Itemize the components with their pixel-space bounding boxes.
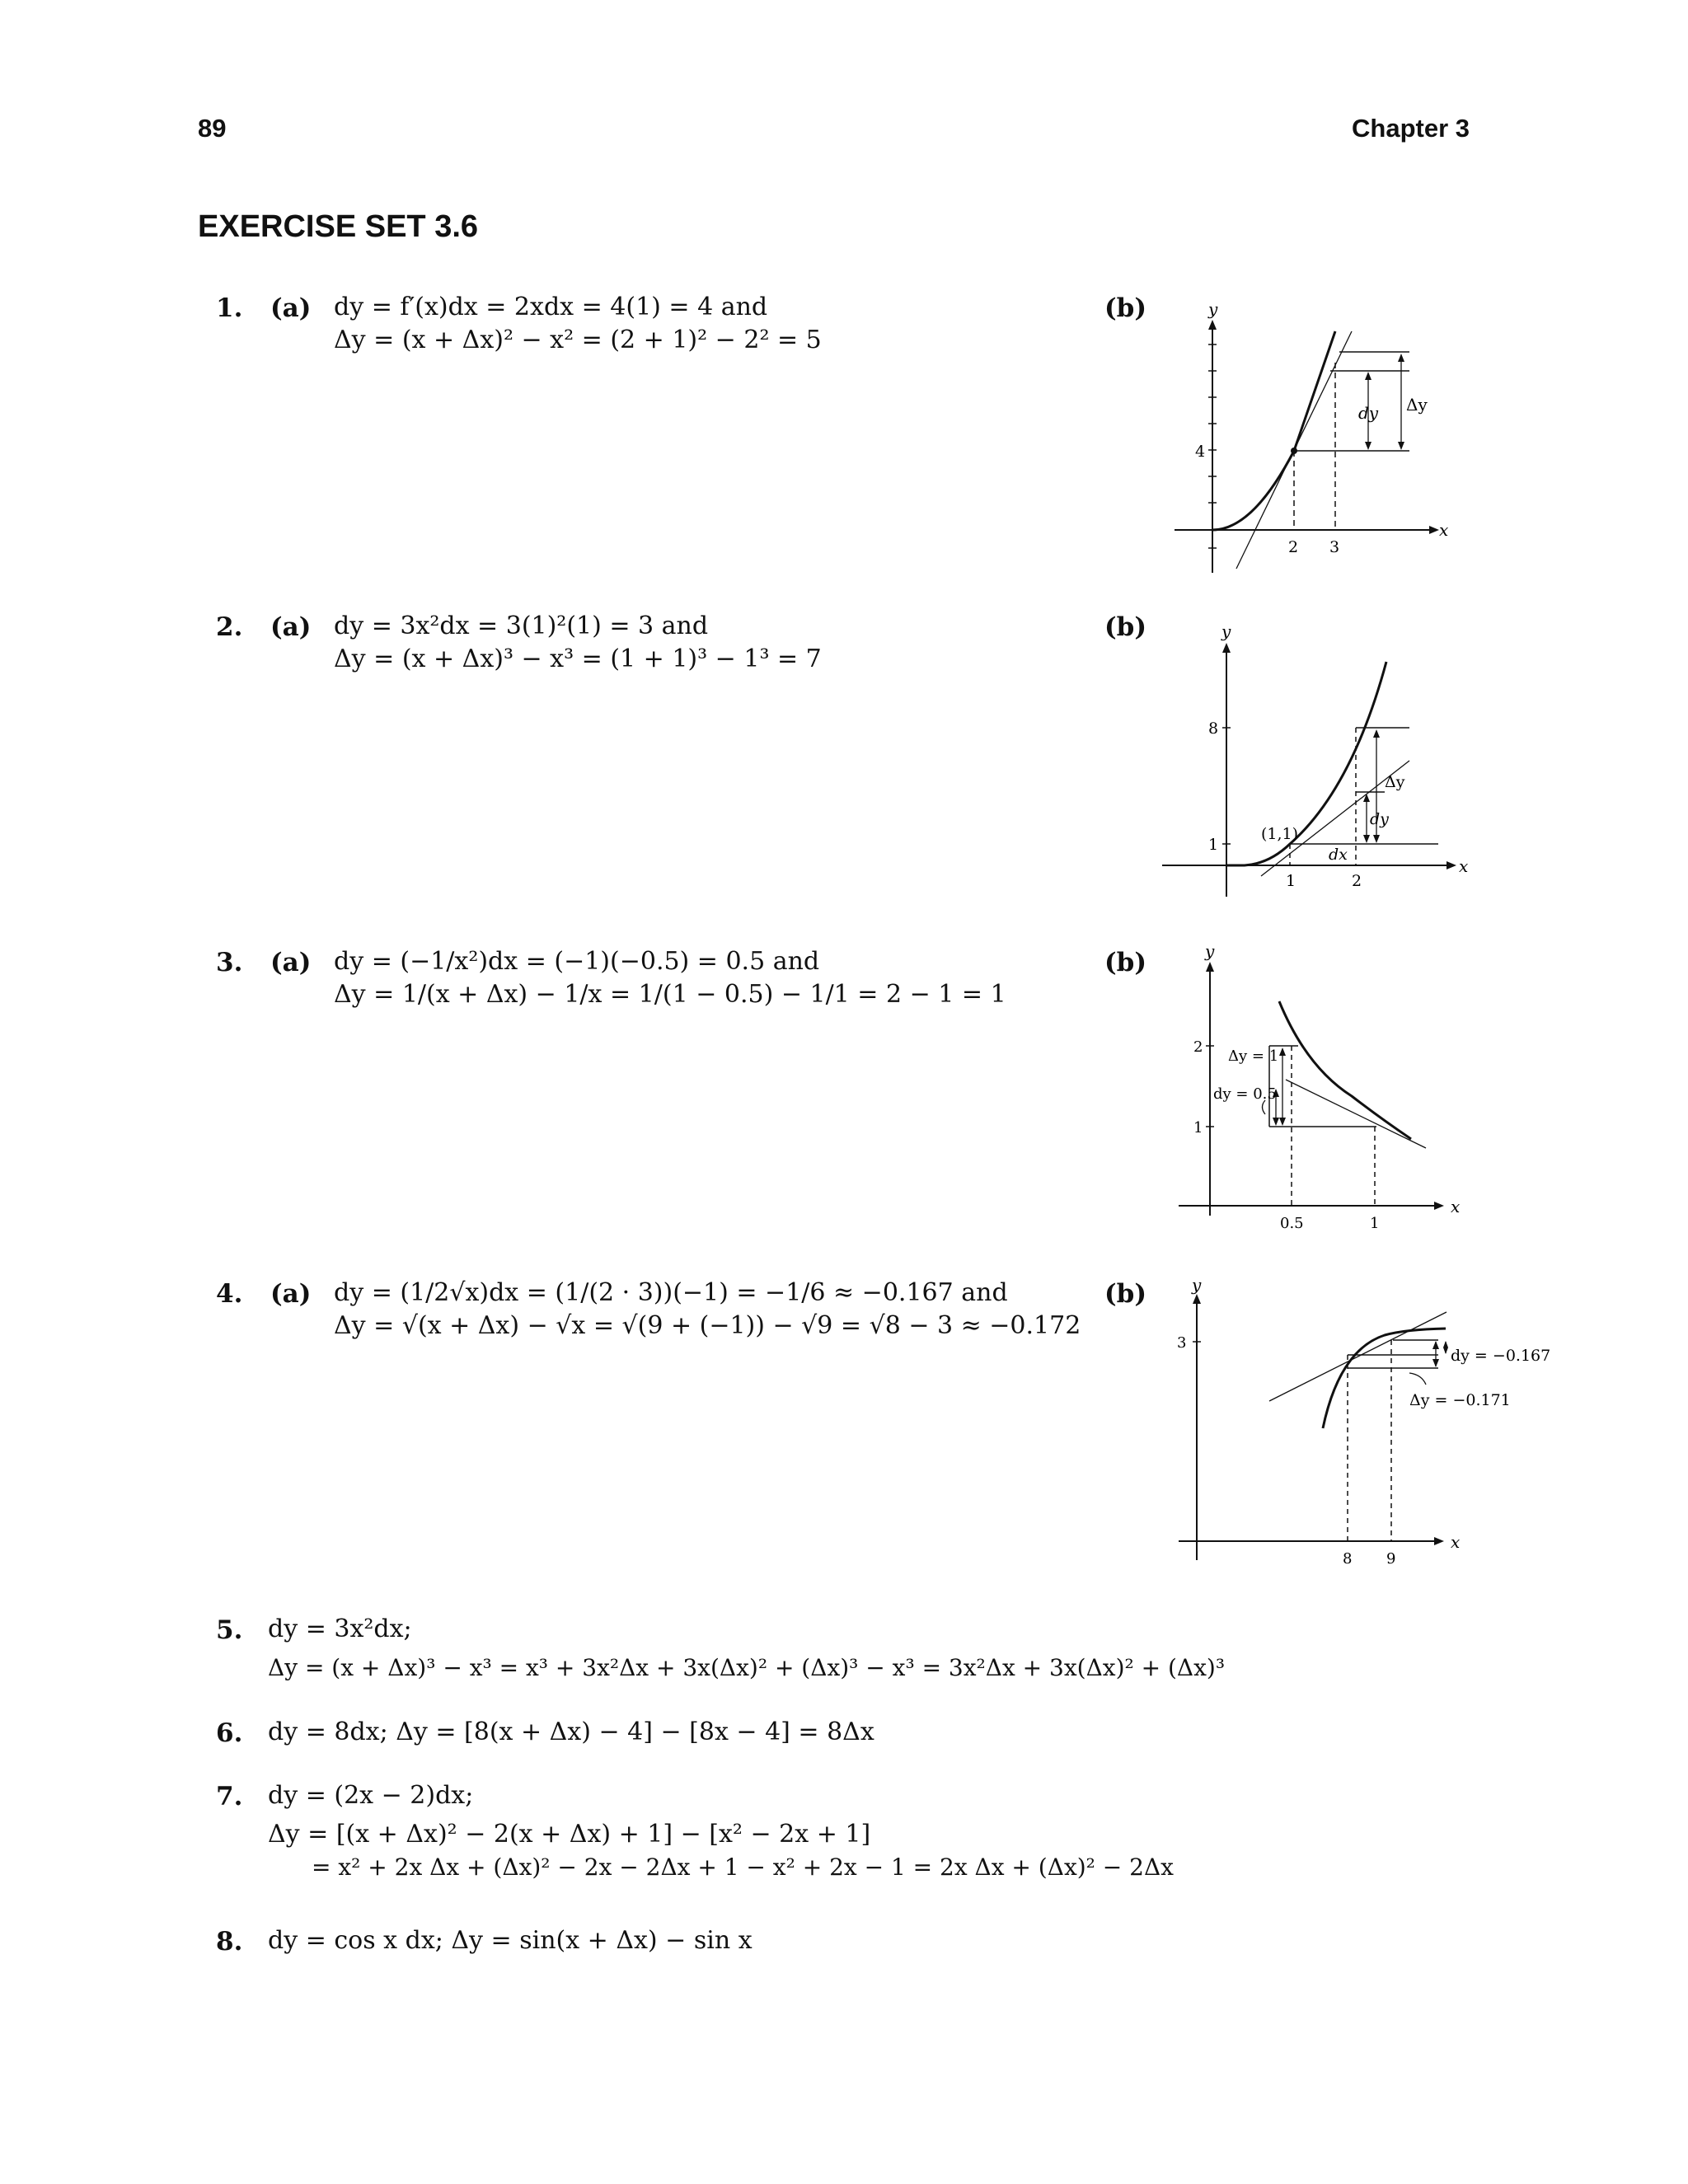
graph-1-tick-3: 3 — [1329, 538, 1340, 556]
graph-3-tick-1: 1 — [1370, 1215, 1380, 1232]
graph-2-delta-y-label: Δy — [1385, 773, 1405, 791]
graph-4-x-label: x — [1451, 1532, 1461, 1552]
problem-1-part-b: (b) — [1104, 293, 1147, 323]
problem-3-part-a: (a) — [270, 948, 312, 977]
problem-4-number: 4. — [216, 1279, 243, 1309]
graph-4-tick-9: 9 — [1386, 1550, 1396, 1568]
problem-8-line-1: dy = cos x dx; Δy = sin(x + Δx) − sin x — [268, 1926, 753, 1955]
problem-6-number: 6. — [216, 1718, 243, 1748]
graph-1-x-label: x — [1439, 520, 1449, 540]
problem-7-line-1: dy = (2x − 2)dx; — [268, 1781, 474, 1810]
graph-4 — [1162, 1276, 1558, 1581]
graph-3-dy-label: dy = 0.5 — [1213, 1085, 1277, 1103]
graph-3-delta-y-label: Δy = 1 — [1228, 1047, 1279, 1065]
graph-3-tick-0-5: 0.5 — [1280, 1215, 1304, 1232]
problem-7-line-3: = x² + 2x Δx + (Δx)² − 2x − 2Δx + 1 − x² + 2x − 1 = 2x Δx + (Δx)² − 2Δx — [312, 1854, 1174, 1881]
graph-1 — [1162, 297, 1459, 577]
graph-1-dy-label: dy — [1358, 403, 1379, 423]
graph-4-dy-label: dy = −0.167 — [1451, 1347, 1551, 1365]
graph-3-ytick-1: 1 — [1193, 1119, 1203, 1137]
problem-3-part-b: (b) — [1104, 948, 1147, 977]
problem-2-line-1: dy = 3x²dx = 3(1)²(1) = 3 and — [334, 612, 709, 640]
problem-1-line-2: Δy = (x + Δx)² − x² = (2 + 1)² − 2² = 5 — [334, 326, 822, 354]
problem-2-part-b: (b) — [1104, 612, 1147, 642]
graph-4-tangent-line — [1269, 1312, 1447, 1401]
graph-1-tick-2: 2 — [1288, 538, 1299, 556]
problem-3-line-1: dy = (−1/x²)dx = (−1)(−0.5) = 0.5 and — [334, 947, 820, 976]
graph-2-point-label: (1,1) — [1261, 825, 1299, 843]
section-title: EXERCISE SET 3.6 — [198, 209, 479, 244]
problem-4-line-1: dy = (1/2√x)dx = (1/(2 · 3))(−1) = −1/6 ≈ −0.167 and — [334, 1278, 1008, 1307]
problem-8-number: 8. — [216, 1927, 243, 1957]
problem-3-number: 3. — [216, 948, 243, 977]
graph-3-x-label: x — [1451, 1197, 1461, 1216]
graph-3-y-label: y — [1205, 944, 1215, 961]
graph-4-y-label: y — [1192, 1276, 1202, 1295]
graph-1-tick-4: 4 — [1195, 443, 1206, 461]
graph-2-ytick-8: 8 — [1208, 719, 1219, 738]
graph-4-delta-y-label: Δy = −0.171 — [1409, 1391, 1511, 1409]
problem-7-line-2: Δy = [(x + Δx)² − 2(x + Δx) + 1] − [x² − 2x + 1] — [268, 1820, 871, 1849]
problem-5-line-1: dy = 3x²dx; — [268, 1615, 412, 1643]
graph-2-tick-2: 2 — [1352, 872, 1362, 890]
graph-1-delta-y-label: Δy — [1406, 395, 1428, 415]
problem-7-number: 7. — [216, 1782, 243, 1811]
graph-2-curve — [1226, 662, 1386, 865]
problem-5-line-2: Δy = (x + Δx)³ − x³ = x³ + 3x²Δx + 3x(Δx)² + (Δx)³ − x³ = 3x²Δx + 3x(Δx)² + (Δx)³ — [268, 1654, 1226, 1681]
graph-2-dx-label: dx — [1329, 846, 1348, 864]
problem-1-number: 1. — [216, 293, 243, 323]
graph-2-x-label: x — [1459, 856, 1469, 876]
problem-4-part-b: (b) — [1104, 1279, 1147, 1309]
graph-3-ytick-2: 2 — [1193, 1038, 1203, 1056]
problem-6-line-1: dy = 8dx; Δy = [8(x + Δx) − 4] − [8x − 4] = 8Δx — [268, 1718, 874, 1746]
graph-3-tangent-line — [1286, 1080, 1426, 1148]
graph-3-curve — [1279, 1001, 1411, 1139]
problem-4-part-a: (a) — [270, 1279, 312, 1309]
problem-1-part-a: (a) — [270, 293, 312, 323]
graph-1-curve — [1212, 331, 1335, 530]
graph-2-y-label: y — [1221, 621, 1231, 641]
graph-4-tick-8: 8 — [1343, 1550, 1353, 1568]
graph-3 — [1162, 944, 1484, 1232]
graph-2-tick-1: 1 — [1286, 872, 1296, 890]
graph-2-dy-label: dy — [1370, 810, 1389, 828]
problem-4-line-2: Δy = √(x + Δx) − √x = √(9 + (−1)) − √9 = √8 − 3 ≈ −0.172 — [334, 1311, 1081, 1340]
graph-1-y-label: y — [1208, 299, 1218, 319]
problem-2-number: 2. — [216, 612, 243, 642]
graph-2 — [1154, 616, 1484, 897]
problem-2-part-a: (a) — [270, 612, 312, 642]
problem-5-number: 5. — [216, 1615, 243, 1645]
problem-3-line-2: Δy = 1/(x + Δx) − 1/x = 1/(1 − 0.5) − 1/1 = 2 − 1 = 1 — [334, 980, 1006, 1009]
problem-2-line-2: Δy = (x + Δx)³ − x³ = (1 + 1)³ − 1³ = 7 — [334, 644, 822, 673]
problem-1-line-1: dy = f′(x)dx = 2xdx = 4(1) = 4 and — [334, 293, 768, 321]
chapter-label: Chapter 3 — [1352, 114, 1470, 143]
page-number: 89 — [198, 114, 227, 143]
graph-2-ytick-1: 1 — [1208, 836, 1219, 854]
graph-4-ytick-3: 3 — [1177, 1334, 1187, 1352]
